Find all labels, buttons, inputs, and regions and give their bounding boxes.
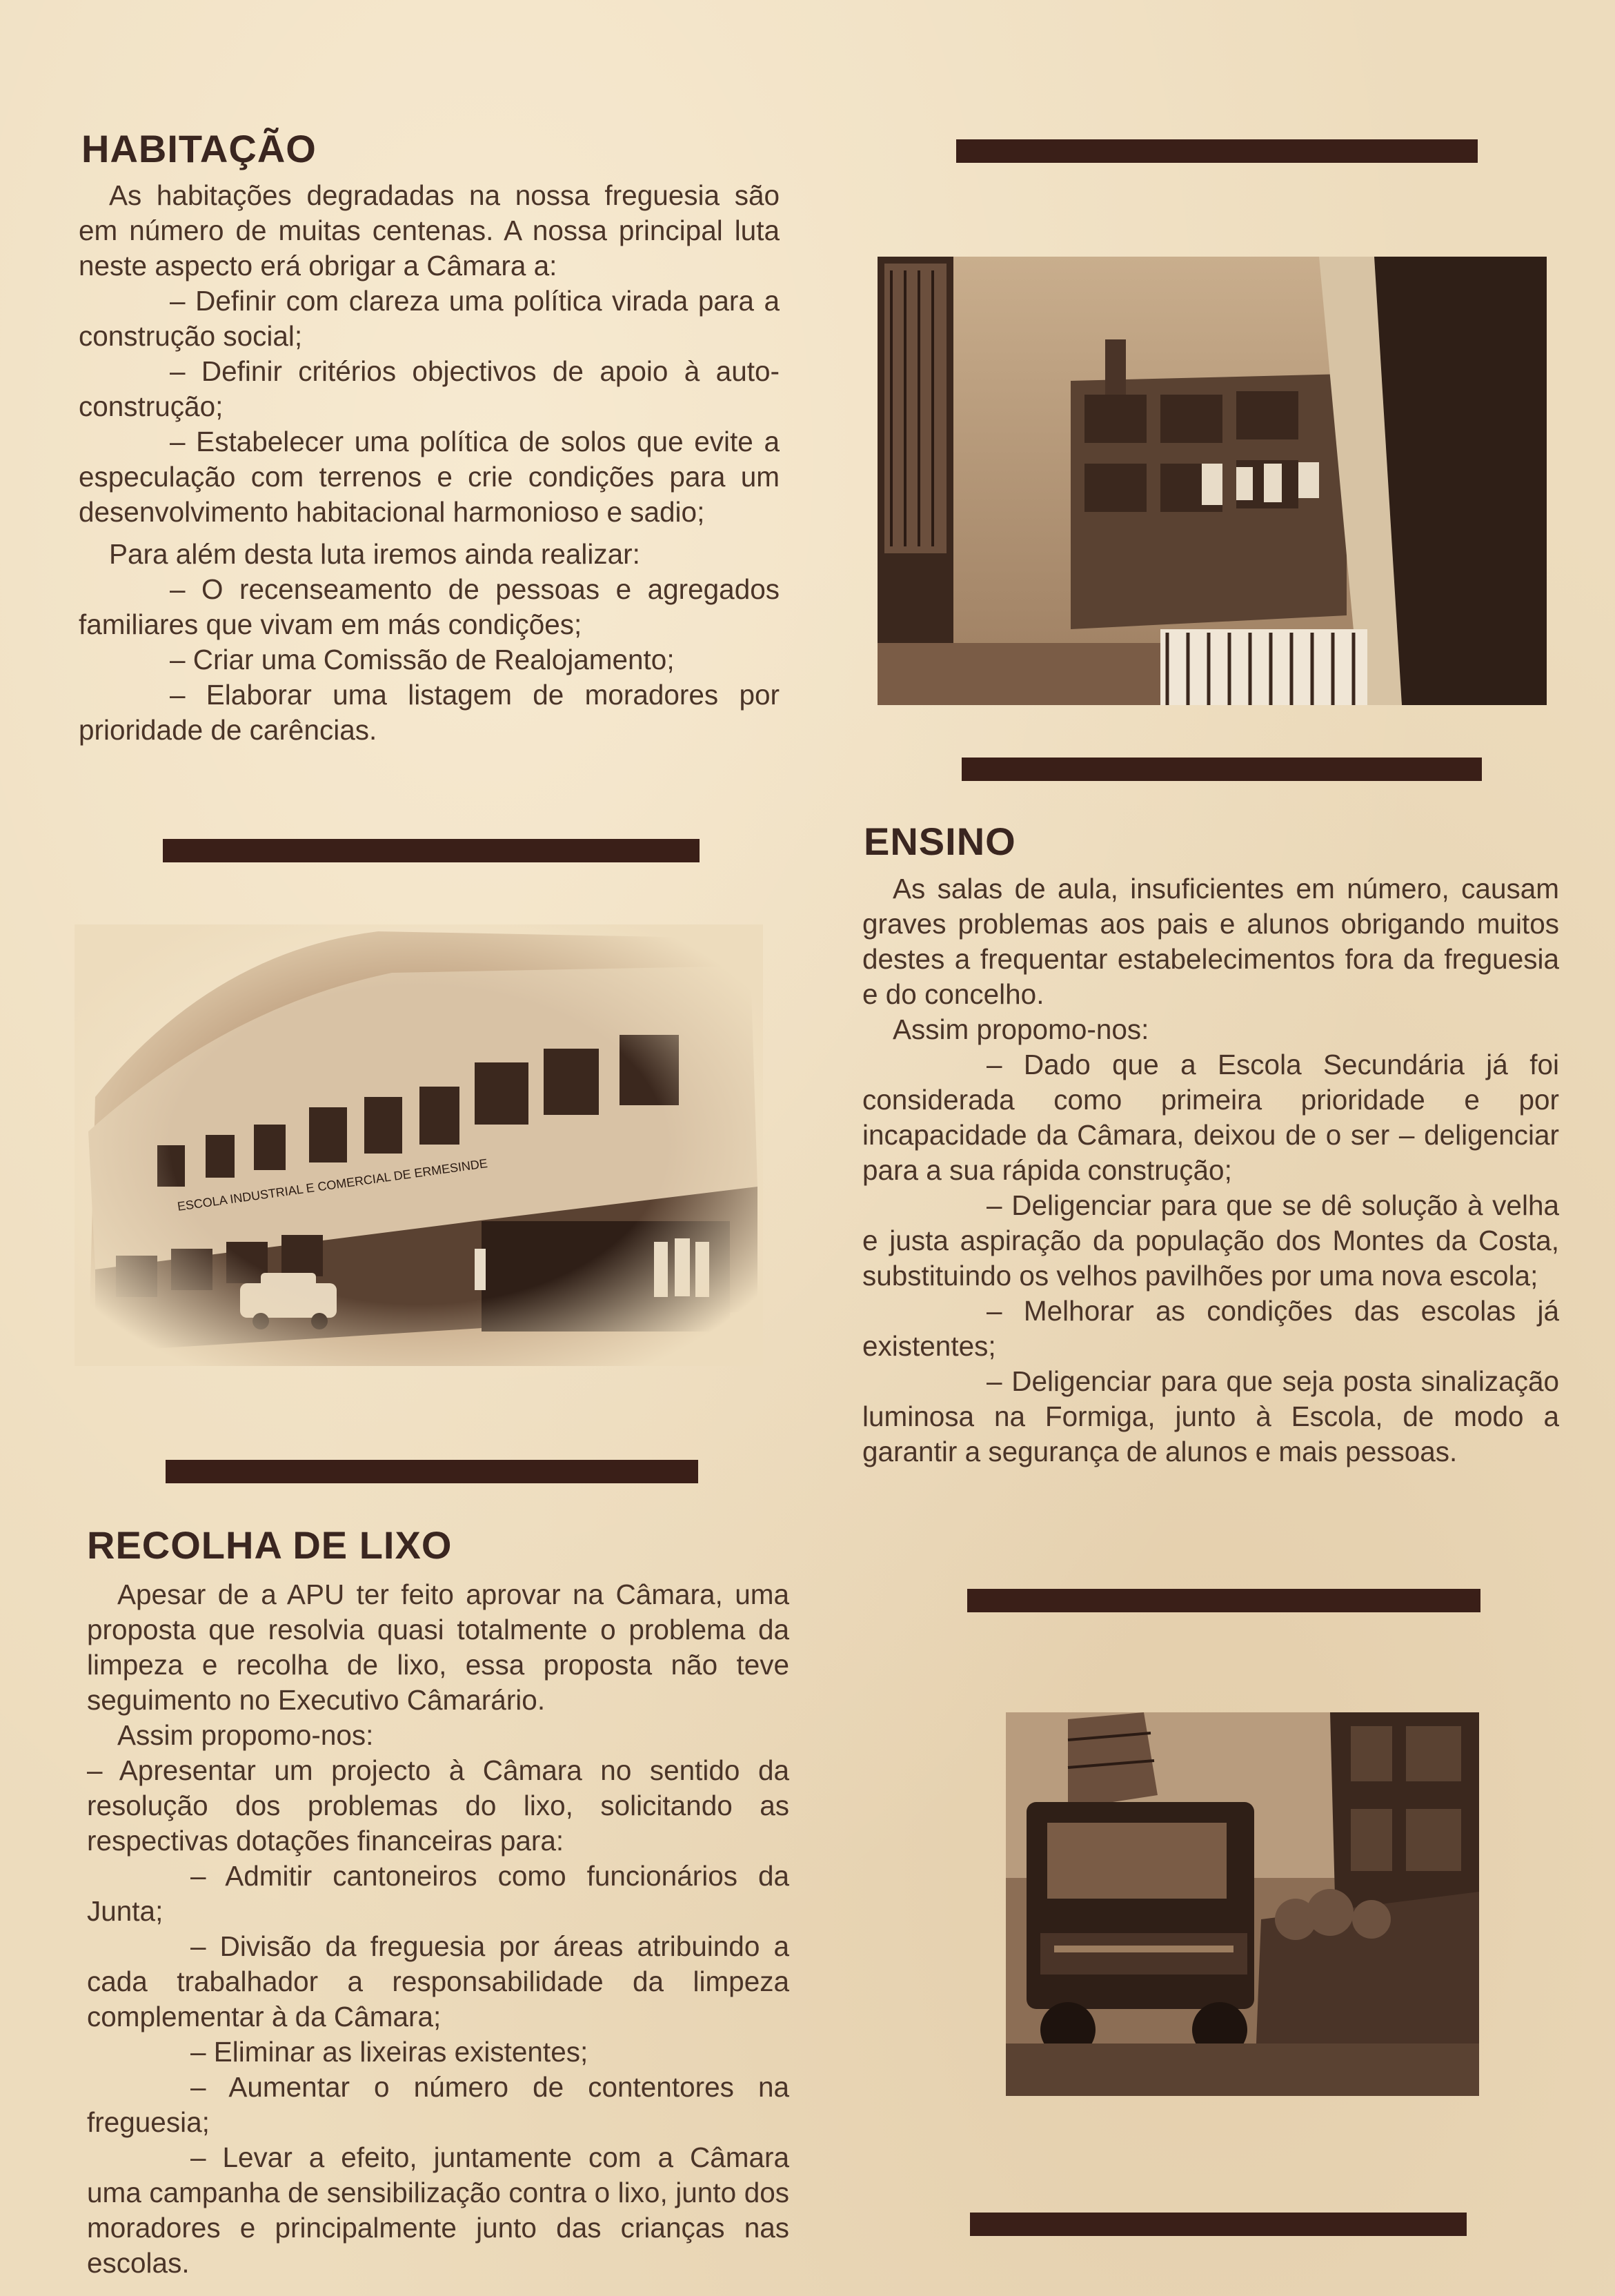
- ensino-list-item: – Deligenciar para que seja posta sinalização luminosa na Formiga, junto à Escola, de modo a garantir a segurança de alunos e mais pessoas.: [862, 1365, 1559, 1467]
- habitacao-text: [79, 178, 780, 748]
- ensino-list-item: – Dado que a Escola Secundária já foi considerada como primeira prioridade e por incapacidade da Câmara, deixou de o ser – deligenciar para a sua rápida construção;: [862, 1049, 1559, 1186]
- ensino-paragraph: Assim propomo-nos:: [893, 1013, 1149, 1045]
- habitacao-heading: HABITAÇÃO: [81, 127, 317, 170]
- divider-bar: [163, 839, 700, 862]
- divider-bar: [956, 139, 1478, 163]
- divider-bar: [962, 758, 1482, 781]
- habitacao-paragraph: As habitações degradadas na nossa freguesia são em número de muitas centenas. A nossa principal luta neste aspecto erá obrigar a Câmara a:: [79, 179, 780, 281]
- recolha-paragraph: Apesar de a APU ter feito aprovar na Câmara, uma proposta que resolvia quasi totalmente o problema da limpeza e recolha de lixo, essa proposta não teve seguimento no Executivo Câmarário.: [87, 1578, 789, 1716]
- recolha-paragraph: Assim propomo-nos:: [117, 1719, 374, 1751]
- ensino-text: [862, 871, 1559, 1469]
- ensino-list-item: – Deligenciar para que se dê solução à velha e justa aspiração da população dos Montes da Costa, substituindo os velhos pavilhões por uma nova escola;: [862, 1189, 1559, 1292]
- divider-bar: [967, 1589, 1480, 1612]
- recolha-list-item: – Admitir cantoneiros como funcionários da Junta;: [87, 1860, 789, 1927]
- divider-bar: [166, 1460, 698, 1483]
- habitacao-list-item: – Elaborar uma listagem de moradores por prioridade de carências.: [79, 679, 780, 746]
- recolha-list-item: – Levar a efeito, juntamente com a Câmara uma campanha de sensibilização contra o lixo, junto dos moradores e principalmente junto das crianças nas escolas.: [87, 2141, 789, 2279]
- school-building-photo: [75, 924, 763, 1366]
- habitacao-list-item: – Estabelecer uma política de solos que evite a especulação com terrenos e crie condições para um desenvolvimento habitacional harmonioso e sadio;: [79, 426, 780, 528]
- habitacao-list-item: – O recenseamento de pessoas e agregados familiares que vivam em más condições;: [79, 573, 780, 640]
- recolha-heading: RECOLHA DE LIXO: [87, 1523, 453, 1567]
- ensino-heading: ENSINO: [864, 820, 1016, 863]
- recolha-text: [87, 1577, 789, 2281]
- garbage-truck-photo: [1006, 1712, 1479, 2096]
- habitacao-list-item: – Definir critérios objectivos de apoio à auto-construção;: [79, 355, 780, 422]
- habitacao-list-item: – Definir com clareza uma política virada para a construção social;: [79, 285, 780, 352]
- divider-bar: [970, 2213, 1467, 2236]
- courtyard-photo: [878, 257, 1547, 705]
- recolha-list-item: – Eliminar as lixeiras existentes;: [190, 2036, 588, 2068]
- recolha-list-item: – Aumentar o número de contentores na freguesia;: [87, 2071, 789, 2138]
- ensino-list-item: – Melhorar as condições das escolas já existentes;: [862, 1295, 1559, 1362]
- habitacao-paragraph: Para além desta luta iremos ainda realizar:: [109, 538, 640, 570]
- recolha-list-item: – Divisão da freguesia por áreas atribuindo a cada trabalhador a responsabilidade da limpeza complementar à da Câmara;: [87, 1930, 789, 2032]
- habitacao-list-item: – Criar uma Comissão de Realojamento;: [170, 644, 675, 675]
- ensino-paragraph: As salas de aula, insuficientes em número, causam graves problemas aos pais e alunos obrigando muitos destes a frequentar estabelecimentos fora da freguesia e do concelho.: [862, 873, 1559, 1010]
- recolha-list-item: – Apresentar um projecto à Câmara no sentido da resolução dos problemas do lixo, solicitando as respectivas dotações financeiras para:: [87, 1754, 789, 1857]
